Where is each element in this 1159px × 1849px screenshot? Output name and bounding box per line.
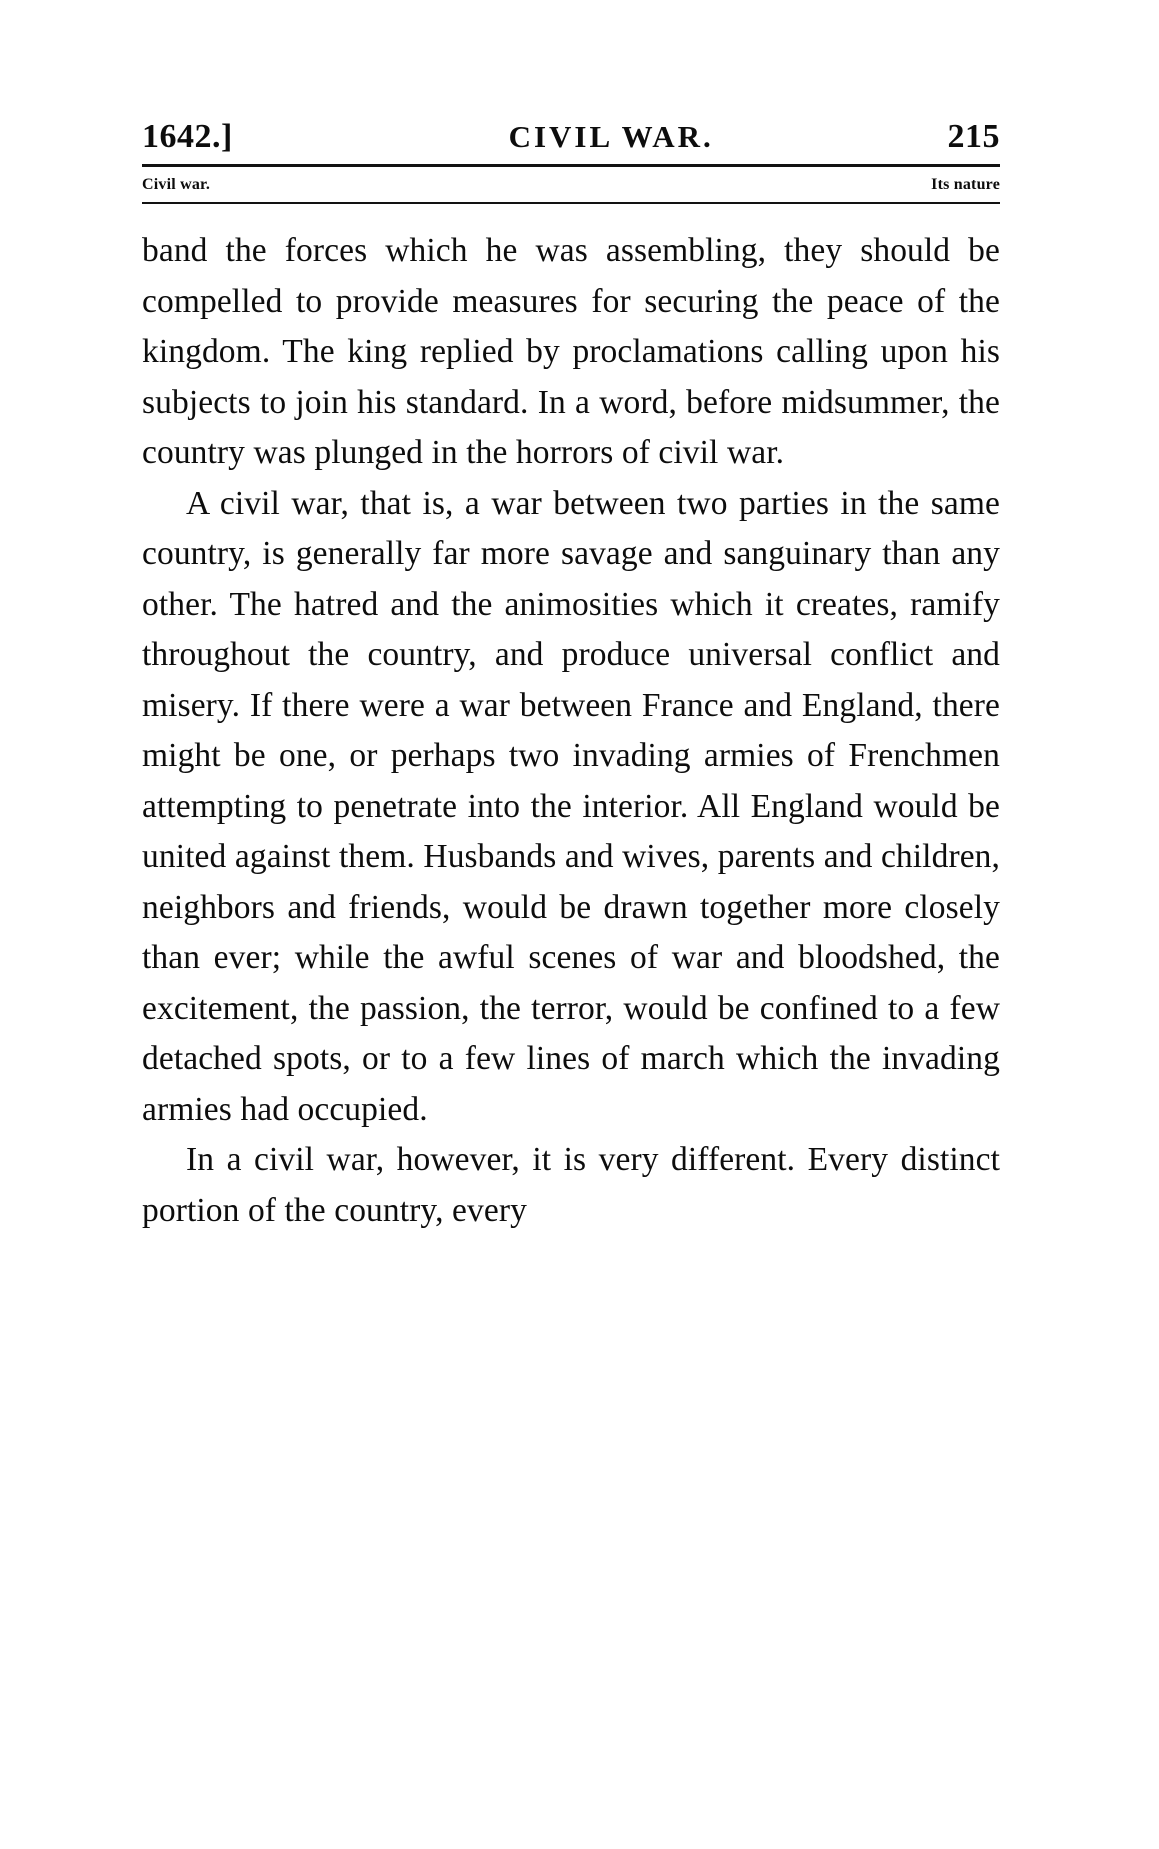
header-rule — [142, 164, 1000, 167]
paragraph: In a civil war, however, it is very different. Every distinct portion of the country, every — [142, 1141, 1000, 1229]
sidenote-left: Civil war. — [142, 176, 211, 193]
sidenote-row — [142, 176, 1000, 194]
page-content — [142, 118, 1000, 1236]
running-head — [142, 118, 1000, 156]
sidenote-right: Its nature — [931, 176, 1000, 193]
body-text — [142, 226, 1000, 1236]
sidenote-rule — [142, 202, 1000, 204]
page-title: CIVIL WAR. — [508, 119, 714, 154]
paragraph: A civil war, that is, a war between two parties in the same country, is generally far more savage and sanguinary than any other. The hatred and the animosities which it creates, ramify throughout the country, and produce universal conflict and misery. If there were a war between France and England, there might be one, or perhaps two invading armies of Frenchmen attempting to penetrate into the interior. All England would be united against them. Husbands and wives, parents and children, neighbors and friends, would be drawn together more closely than ever; while the awful scenes of war and bloodshed, the excitement, the passion, the terror, would be confined to a few detached spots, or to a few lines of march which the invading armies had occupied. — [142, 484, 1000, 1128]
paragraph: band the forces which he was assembling, they should be compelled to provide measures for securing the peace of the kingdom. The king replied by proclamations calling upon his subjects to join his standard. In a word, before midsummer, the country was plunged in the horrors of civil war. — [142, 232, 1000, 471]
folio-right: 215 — [947, 118, 1000, 155]
folio-left: 1642.] — [142, 118, 233, 155]
